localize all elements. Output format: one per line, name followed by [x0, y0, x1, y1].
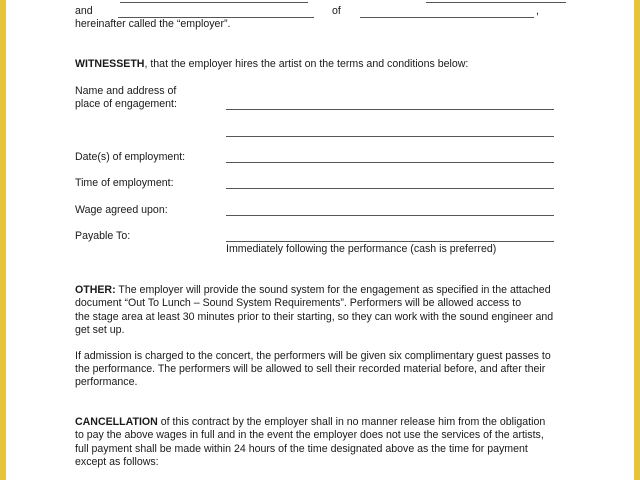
cancellation-heading: CANCELLATION — [75, 416, 158, 428]
admission-line-2: the performance. The performers will be allowed to sell their recorded material before, and after their — [75, 363, 546, 375]
dates-field[interactable] — [226, 162, 554, 163]
payable-label: Payable To: — [75, 230, 131, 242]
top-rule-right — [426, 2, 566, 3]
time-label: Time of employment: — [75, 177, 174, 189]
top-rule-left — [120, 2, 308, 3]
name-address-label-2: place of engagement: — [75, 98, 177, 110]
time-field[interactable] — [226, 188, 554, 189]
wage-label: Wage agreed upon: — [75, 204, 168, 216]
admission-line-3: performance. — [75, 376, 138, 388]
wage-field[interactable] — [226, 215, 554, 216]
comma: , — [536, 5, 539, 17]
name-address-field-1[interactable] — [226, 109, 554, 110]
contract-page — [6, 0, 634, 480]
cancellation-line-2: to pay the above wages in full and in the event the employer does not use the services of the artists, — [75, 429, 544, 441]
other-line-1: OTHER: The employer will provide the sound system for the engagement as specified in the attached — [75, 284, 551, 296]
cancellation-line-4: except as follows: — [75, 456, 159, 468]
admission-line-1: If admission is charged to the concert, the performers will be given six complimentary guest passes to — [75, 350, 551, 362]
other-line-2: document “Out To Lunch – Sound System Requirements”. Performers will be allowed access to — [75, 297, 522, 309]
witnesseth-paragraph — [75, 58, 468, 71]
payable-note: Immediately following the performance (cash is preferred) — [226, 243, 497, 255]
cancellation-line-1: CANCELLATION of this contract by the employer shall in no manner release him from the obligation — [75, 416, 546, 428]
name-address-field-2[interactable] — [226, 136, 554, 137]
of-label: of — [332, 5, 341, 17]
other-heading: OTHER: — [75, 284, 116, 296]
employer-location-line — [360, 17, 534, 18]
witnesseth-heading: WITNESSETH — [75, 58, 145, 70]
payable-field[interactable] — [226, 241, 554, 242]
cancellation-line-3: full payment shall be made within 24 hours of the time designated above as the time for payment — [75, 443, 528, 455]
witnesseth-text: , that the employer hires the artist on the terms and conditions below: — [144, 58, 469, 70]
dates-label: Date(s) of employment: — [75, 151, 186, 163]
hereinafter-text: hereinafter called the “employer”. — [75, 18, 231, 30]
and-label: and — [75, 5, 93, 17]
other-line-3: the stage area at least 30 minutes prior to their starting, so they can work with the sound engineer and — [75, 311, 554, 323]
name-address-label-1: Name and address of — [75, 85, 177, 97]
other-line-4: get set up. — [75, 324, 125, 336]
